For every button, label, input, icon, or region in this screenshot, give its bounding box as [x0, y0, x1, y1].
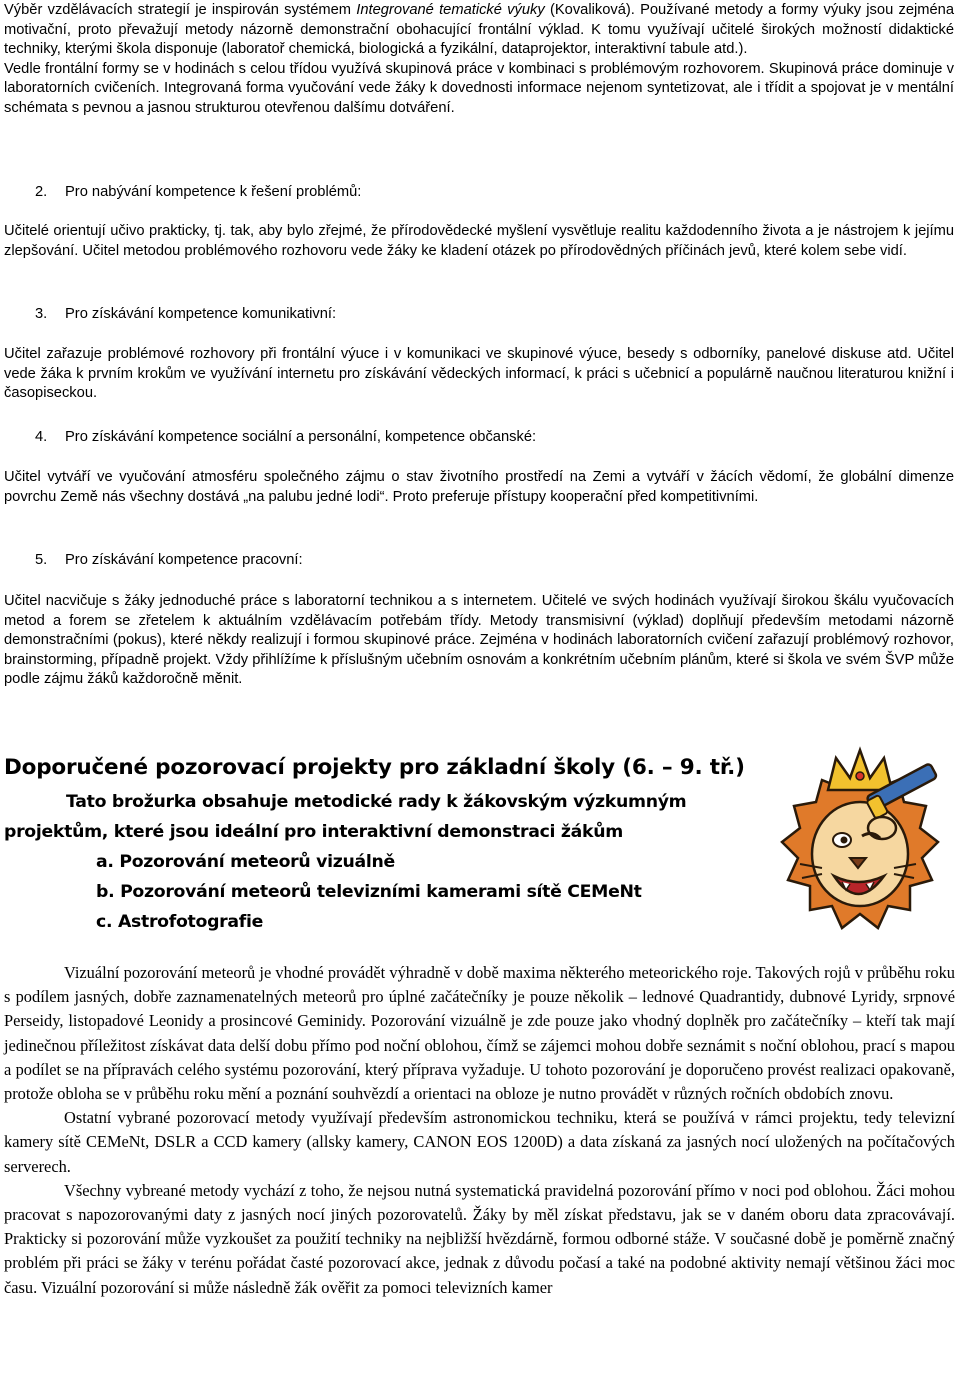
- project-item-c: c. Astrofotografie: [96, 912, 263, 932]
- projects-subtitle-line-1: Tato brožurka obsahuje metodické rady k žákovským výzkumným: [66, 792, 687, 812]
- section-3-text: Učitel zařazuje problémové rozhovory při frontální výuce i v komunikaci ve skupinové výuce, besedy s odborníky, panelové diskuse atd. Učitel vede žáka k prvním krokům ve využívání internetu pro získávání vědeckých informací, k práci s učebnicí a populárně naučnou literaturou knižní i časopiseckou.: [4, 346, 954, 402]
- intro-paragraph-2: Vedle frontální formy se v hodinách s celou třídou využívá skupinová práce v kombinaci s problémovým rozhovorem. Skupinová práce dominuje v laboratorních cvičeních. Integrovaná forma vyučování vede žáky k dovednosti informace nejenom syntetizovat, ale i třídit a spojovat je v mentální schémata s pevnou a jasnou strukturou otevřenou dalšímu dotváření.: [4, 60, 954, 116]
- section-4-heading: 4. Pro získávání kompetence sociální a personální, kompetence občanské:: [35, 429, 537, 445]
- body-text: [4, 961, 955, 1300]
- project-item-b: b. Pozorování meteorů televizními kamerami sítě CEMeNt: [96, 882, 642, 902]
- project-item-a: a. Pozorování meteorů vizuálně: [96, 852, 395, 872]
- projects-subtitle-line-2: projektům, které jsou ideální pro interaktivní demonstraci žákům: [4, 822, 623, 842]
- section-5-heading: 5. Pro získávání kompetence pracovní:: [35, 552, 303, 568]
- body-paragraph-1: Vizuální pozorování meteorů je vhodné provádět výhradně v době maxima některého meteorického roje. Takových rojů v průběhu roku s podílem jasných, dobře zaznamenatelných meteorů pro úplné začátečníky je pouze několik – lednové Quadrantidy, dubnové Lyridy, srpnové Perseidy, listopadové Leonidy a prosincové Geminidy. Pozorování vizuálně je zde pouze jako vhodný doplněk pro začátečníky – kteří tak mají jedinečnou příležitost získávat data delší dobu přímo pod noční oblohou, čímž se zájemci mohou dobře seznámit s noční oblohou, prací s mapou a podílet se na přípravách celého systému pozorování, který příprava vyžaduje. U tohoto pozorování je doporučeno provést realizaci opakovaně, protože obloha se v průběhu roku mění a poznání souhvězdí a orientaci na obloze je nutno provádět v různých ročních obdobích znovu.: [4, 963, 955, 1104]
- section-2-text: Učitelé orientují učivo prakticky, tj. tak, aby bylo zřejmé, že přírodovědecké myšlení vysvětluje realitu každodenního života a je nástrojem k jejímu zlepšování. Učitel metodou problémového rozhovoru vede žáky ke kladení otázek po přírodovědných příčinách jevů, které kolem sebe vidí.: [4, 223, 954, 259]
- section-3-heading: 3. Pro získávání kompetence komunikativní:: [35, 306, 337, 322]
- projects-title: Doporučené pozorovací projekty pro základní školy (6. – 9. tř.): [4, 755, 745, 780]
- section-2-heading: 2. Pro nabývání kompetence k řešení problémů:: [35, 184, 362, 200]
- intro-section: [4, 1, 954, 119]
- intro-paragraph-1: Výběr vzdělávacích strategií je inspirován systémem Integrované tematické výuky (Kovaliková). Používané metody a formy výuky jsou zejména motivační, proto převažují metody názorně demonstrační obohacující frontální výklad. K tomu využívají učitelé širokých možností didaktické techniky, kterými škola disponuje (laboratoř chemická, biologická a fyzikální, dataprojektor, interaktivní tabule atd.).: [4, 2, 954, 58]
- lion-mascot-with-telescope-icon: [770, 736, 950, 951]
- body-paragraph-3: Všechny vybreané metody vychází z toho, že nejsou nutná systematická pravidelná pozorování přímo v noci pod oblohou. Žáci mohou pracovat s napozorovanými daty z jasných nocí jiných pozorovatelů. Žáky by měl získat představu, jak se v daném oboru data zpracovávají. Prakticky si pozorování může vyzkoušet za použití techniky na nejbližší hvězdárně, formou odborné stáže. V současné době je poměrně značný problém při práci se žáky v terénu pořádat časté pozorovací akce, jednak z důvodu počasí a také na podobné aktivity nemají většinou žáci moc času. Vizuální pozorování si může následně žák ověřit za pomoci televizních kamer: [4, 1180, 955, 1297]
- emphasis-integrated-teaching: Integrované tematické výuky: [356, 2, 545, 18]
- section-5-text: Učitel nacvičuje s žáky jednoduché práce s laboratorní technikou a s internetem. Učitelé ve svých hodinách využívají širokou škálu vyučovacích metod a forem se zřetelem k aktuálním vzdělávacím potřebám třídy. Metody transmisivní (výklad) doplňují především metodami názorně demonstračními (pokus), které někdy realizují i formou skupinové práce. Zejména v hodinách laboratorních cvičení zařazují problémový rozhovor, brainstorming, případně projekt. Vždy přihlížíme k příslušným učebním osnovám a konkrétním učebním plánům, které si škola ve svém ŠVP může podle zájmu žáků každoročně měnit.: [4, 593, 954, 688]
- section-4-text: Učitel vytváří ve vyučování atmosféru společného zájmu o stav životního prostředí na Zemi a vytváří v žácích vědomí, že globální dimenze povrchu Země nás všechny dostává „na palubu jedné lodi“. Proto preferuje přístupy kooperační před kompetitivními.: [4, 469, 954, 505]
- body-paragraph-2: Ostatní vybrané pozorovací metody využívají především astronomickou techniku, která se používá v rámci projektu, tedy televizní kamery sítě CEMeNt, DSLR a CCD kamery (allsky kamery, CANON EOS 1200D) a data získaná za jasných nocí uložených na počítačových serverech.: [4, 1108, 955, 1176]
